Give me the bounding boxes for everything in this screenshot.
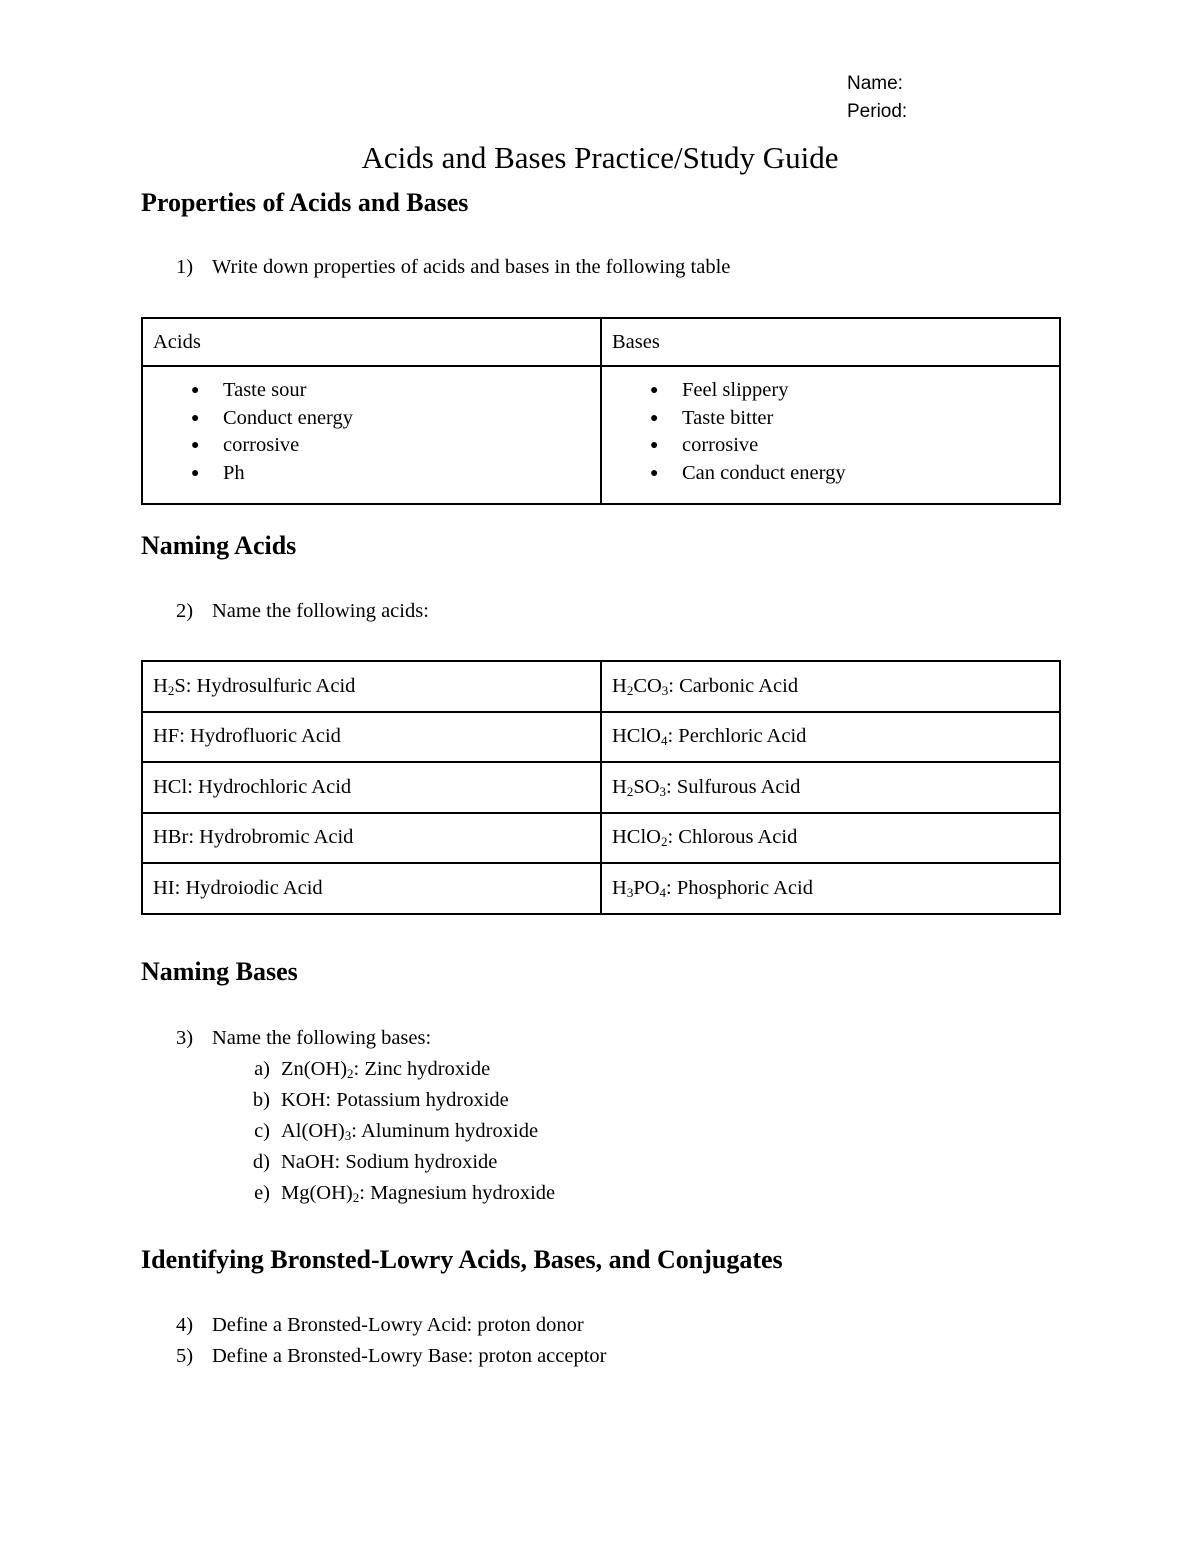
chemical-formula: HBr (153, 826, 189, 849)
list-item: ● Can conduct energy (612, 460, 1049, 488)
acid-cell (601, 661, 1060, 712)
acid-name: : Hydrobromic Acid (188, 826, 354, 849)
chemical-formula: HClO$_2$ (612, 826, 668, 850)
list-item: ● Feel slippery (612, 377, 1049, 405)
acids-properties-list (153, 377, 590, 487)
name-label: Name: (847, 73, 903, 94)
chemical-formula: $H_2CO_3$ (612, 674, 669, 698)
base-name: : Zinc hydroxide (353, 1058, 491, 1080)
period-label: Period: (847, 101, 908, 122)
acid-name: : Sulfurous Acid (666, 775, 801, 798)
base-name: : Magnesium hydroxide (359, 1182, 556, 1204)
question-5-number: 5) (176, 1345, 194, 1367)
base-entry (281, 1089, 509, 1112)
acids-naming-table (141, 660, 1061, 915)
chemical-formula: $Zn(OH)_2$ (281, 1058, 354, 1081)
question-5-text: Define a Bronsted-Lowry Base: proton acceptor (212, 1345, 607, 1367)
acid-cell (142, 661, 601, 712)
acid-name: : Phosphoric Acid (666, 876, 813, 899)
acid-cell (601, 863, 1060, 914)
question-3-number: 3) (176, 1027, 194, 1049)
acids-header: Acids (142, 318, 601, 366)
chemical-formula: $H_3PO_4$ (612, 876, 667, 900)
base-entry (281, 1058, 490, 1081)
chemical-formula: KOH (281, 1089, 326, 1111)
acids-properties-cell (142, 366, 601, 504)
item-letter: c) (254, 1120, 270, 1142)
base-name: : Potassium hydroxide (325, 1089, 509, 1111)
table-row (142, 762, 1060, 813)
item-letter: d) (252, 1151, 270, 1173)
question-3-text: Name the following bases: (212, 1027, 432, 1049)
question-1-text: Write down properties of acids and bases in the following table (212, 256, 731, 278)
list-item: ● corrosive (612, 432, 1049, 460)
page-title: Acids and Bases Practice/Study Guide (361, 140, 839, 175)
list-item: ● Taste sour (153, 377, 590, 405)
chemical-formula: HCl (153, 775, 188, 798)
question-4-text: Define a Bronsted-Lowry Acid: proton donor (212, 1314, 584, 1336)
item-letter: b) (252, 1089, 270, 1111)
table-row (142, 712, 1060, 763)
chemical-formula: NaOH (281, 1151, 335, 1173)
bases-properties-list (612, 377, 1049, 487)
acid-cell (142, 813, 601, 864)
item-letter: a) (254, 1058, 270, 1080)
question-4-number: 4) (176, 1314, 194, 1336)
base-entry (281, 1182, 555, 1205)
acid-cell (142, 863, 601, 914)
acid-cell (601, 762, 1060, 813)
acid-cell (601, 712, 1060, 763)
table-row (142, 661, 1060, 712)
question-2-number: 2) (176, 600, 194, 622)
question-1-number: 1) (176, 256, 194, 278)
item-letter: e) (254, 1182, 270, 1204)
name-period-block (847, 70, 907, 126)
chemical-formula: HI (153, 876, 175, 899)
acid-name: : Carbonic Acid (668, 674, 799, 697)
acid-cell (601, 813, 1060, 864)
heading-properties: Properties of Acids and Bases (141, 188, 469, 217)
chemical-formula: $Mg(OH)_2$ (281, 1182, 360, 1205)
table-row (142, 813, 1060, 864)
acid-name: : Hydroiodic Acid (174, 876, 323, 899)
acid-name: : Hydrofluoric Acid (179, 725, 341, 748)
chemical-formula: HF (153, 725, 180, 748)
heading-naming-acids: Naming Acids (141, 531, 297, 560)
list-item: ● corrosive (153, 432, 590, 460)
heading-bronsted-lowry: Identifying Bronsted-Lowry Acids, Bases, and Conjugates (141, 1245, 783, 1274)
acid-name: : Chlorous Acid (667, 826, 798, 849)
base-name: : Aluminum hydroxide (351, 1120, 539, 1142)
acid-name: : Perchloric Acid (667, 725, 807, 748)
base-entry (281, 1151, 497, 1174)
acid-cell (142, 712, 601, 763)
chemical-formula: HClO$_4$ (612, 725, 668, 749)
properties-table (141, 317, 1061, 505)
list-item: ● Conduct energy (153, 405, 590, 433)
chemical-formula: $H_2SO_3$ (612, 775, 667, 799)
table-row (142, 863, 1060, 914)
question-2-text: Name the following acids: (212, 600, 429, 622)
bases-properties-cell (601, 366, 1060, 504)
list-item: ● Ph (153, 460, 590, 488)
acid-cell (142, 762, 601, 813)
chemical-formula: $H_2S$ (153, 674, 186, 698)
heading-naming-bases: Naming Bases (141, 957, 298, 986)
acid-name: : Hydrosulfuric Acid (185, 674, 356, 697)
acid-name: : Hydrochloric Acid (187, 775, 352, 798)
bases-header: Bases (601, 318, 1060, 366)
base-name: : Sodium hydroxide (334, 1151, 498, 1173)
base-entry (281, 1120, 538, 1143)
chemical-formula: $Al(OH)_3$ (281, 1120, 352, 1143)
list-item: ● Taste bitter (612, 405, 1049, 433)
